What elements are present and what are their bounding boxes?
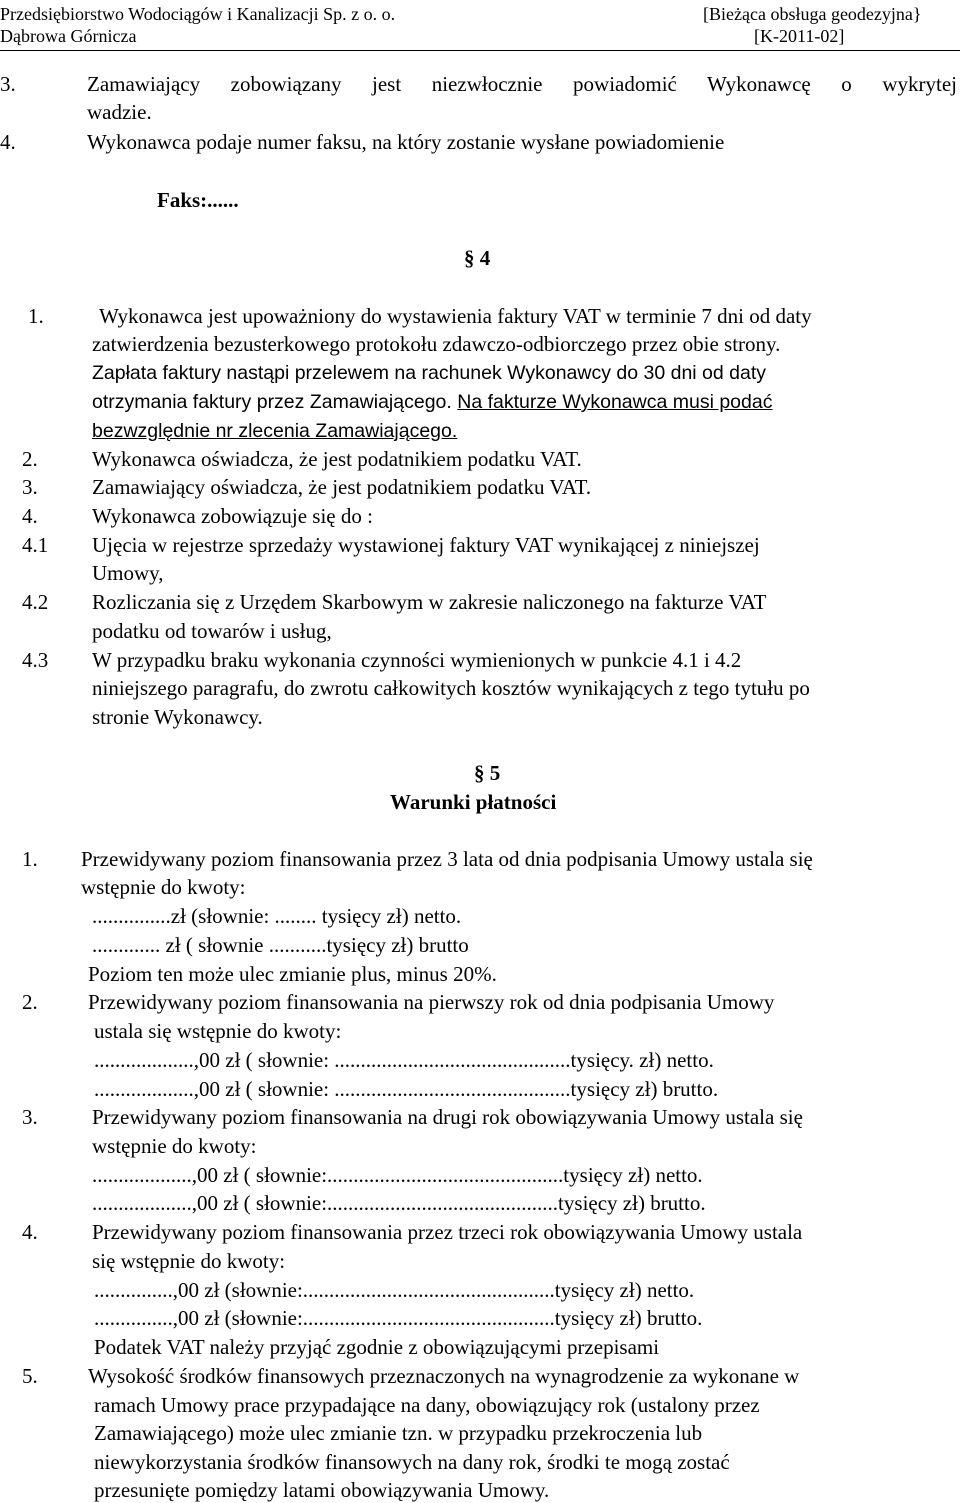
section-heading: § 5	[474, 761, 501, 785]
list-number: 4.	[22, 504, 38, 528]
paragraph-text: otrzymania faktury przez Zamawiającego.	[92, 391, 452, 413]
list-item-text: Wykonawca oświadcza, że jest podatnikiem podatku VAT.	[92, 447, 582, 471]
list-item-text: niewykorzystania środków finansowych na dany rok, środki te mogą zostać	[94, 1450, 730, 1474]
header-code: [K-2011-02]	[754, 26, 845, 46]
list-item-text: podatku od towarów i usług,	[92, 619, 332, 643]
list-number: 3.	[22, 475, 38, 499]
list-item-text: Przewidywany poziom finansowania przez 3 lata od dnia podpisania Umowy ustala się	[81, 847, 813, 871]
amount-line: ...............,00 zł (słownie:................................................tysięcy zł) netto.	[94, 1278, 695, 1302]
list-item-text: W przypadku braku wykonania czynności wymienionych w punkcie 4.1 i 4.2	[92, 648, 742, 672]
list-item-text: Przewidywany poziom finansowania przez trzeci rok obowiązywania Umowy ustala	[92, 1220, 803, 1244]
list-item-text: Umowy,	[92, 561, 164, 585]
amount-line: ...............,00 zł (słownie:................................................tysięcy zł) brutto.	[94, 1306, 703, 1330]
paragraph-line: Zapłata faktury nastąpi przelewem na rachunek Wykonawcy do 30 dni od daty	[92, 362, 767, 384]
header-divider	[0, 50, 960, 51]
paragraph-line: zatwierdzenia bezusterkowego protokołu zdawczo-odbiorczego przez obie strony.	[92, 332, 781, 356]
amount-line: ...................,00 zł ( słownie: .............................................tysięcy zł) brutto.	[94, 1077, 719, 1101]
list-number: 4.3	[22, 648, 49, 672]
list-item-text: wstępnie do kwoty:	[92, 1134, 257, 1158]
list-number: 4.	[0, 130, 16, 154]
paragraph-line	[92, 389, 772, 415]
list-number: 4.	[22, 1220, 38, 1244]
amount-line: ...................,00 zł ( słownie: .............................................tysięcy. zł) netto.	[94, 1048, 714, 1072]
list-item-text: Wysokość środków finansowych przeznaczonych na wynagrodzenie za wykonane w	[88, 1364, 800, 1388]
list-number: 1.	[22, 847, 38, 871]
underlined-note: Na fakturze Wykonawca musi podać	[457, 391, 773, 413]
list-item-text: się wstępnie do kwoty:	[92, 1249, 286, 1273]
header-city: Dąbrowa Górnicza	[0, 26, 137, 46]
list-number: 5.	[22, 1364, 38, 1388]
list-item-text: Zamawiającego) może ulec zmianie tzn. w przypadku przekroczenia lub	[94, 1421, 703, 1445]
list-item-text: wadzie.	[87, 100, 152, 124]
list-item-text: Wykonawca zobowiązuje się do :	[92, 504, 373, 528]
section-subheading: Warunki płatności	[390, 790, 557, 814]
amount-line: ...............zł (słownie: ........ tysięcy zł) netto.	[92, 904, 462, 928]
list-item-text: Podatek VAT należy przyjąć zgodnie z obowiązującymi przepisami	[94, 1335, 660, 1359]
list-item-text: Rozliczania się z Urzędem Skarbowym w zakresie naliczonego na fakturze VAT	[92, 590, 767, 614]
list-item-text: Wykonawca podaje numer faksu, na który zostanie wysłane powiadomienie	[87, 130, 725, 154]
list-item-text: Przewidywany poziom finansowania na pierwszy rok od dnia podpisania Umowy	[88, 990, 775, 1014]
list-number: 3.	[0, 72, 16, 96]
list-number: 3.	[22, 1105, 38, 1129]
amount-line: ...................,00 zł ( słownie:............................................tysięcy zł) brutto.	[92, 1191, 706, 1215]
list-number: 4.1	[22, 533, 49, 557]
underlined-note: bezwzględnie nr zlecenia Zamawiającego.	[92, 420, 458, 442]
list-item-text: Zamawiający oświadcza, że jest podatnikiem podatku VAT.	[92, 475, 592, 499]
paragraph-line: Wykonawca jest upoważniony do wystawienia faktury VAT w terminie 7 dni od daty	[99, 304, 812, 328]
amount-line: ...................,00 zł ( słownie:.............................................tysięcy zł) netto.	[92, 1163, 703, 1187]
list-item-text: Ujęcia w rejestrze sprzedaży wystawionej faktury VAT wynikającej z niniejszej	[92, 533, 760, 557]
list-number: 2.	[22, 447, 38, 471]
list-number: 2.	[22, 990, 38, 1014]
list-item-text: stronie Wykonawcy.	[92, 705, 263, 729]
list-item-text: ramach Umowy prace przypadające na dany, obowiązujący rok (ustalony przez	[94, 1393, 760, 1417]
list-number: 1.	[28, 304, 44, 328]
header-company: Przedsiębiorstwo Wodociągów i Kanalizacji Sp. z o. o.	[0, 4, 396, 24]
header-title: [Bieżąca obsługa geodezyjna}	[703, 4, 922, 24]
list-item-text: wstępnie do kwoty:	[81, 875, 246, 899]
list-item-text: ustala się wstępnie do kwoty:	[94, 1019, 342, 1043]
list-item-text: Przewidywany poziom finansowania na drugi rok obowiązywania Umowy ustala się	[92, 1105, 803, 1129]
list-number: 4.2	[22, 590, 49, 614]
list-item-text: Poziom ten może ulec zmianie plus, minus 20%.	[88, 962, 497, 986]
section-heading: § 4	[464, 246, 491, 270]
fax-field: Faks:......	[157, 188, 239, 212]
list-item-text: przesunięte pomiędzy latami obowiązywania Umowy.	[94, 1478, 550, 1502]
list-item-text: niniejszego paragrafu, do zwrotu całkowitych kosztów wynikających z tego tytułu po	[92, 676, 810, 700]
list-item-text: Zamawiający zobowiązany jest niezwłocznie powiadomić Wykonawcę o wykrytej	[87, 72, 957, 96]
amount-line: ............. zł ( słownie ...........tysięcy zł) brutto	[92, 933, 469, 957]
